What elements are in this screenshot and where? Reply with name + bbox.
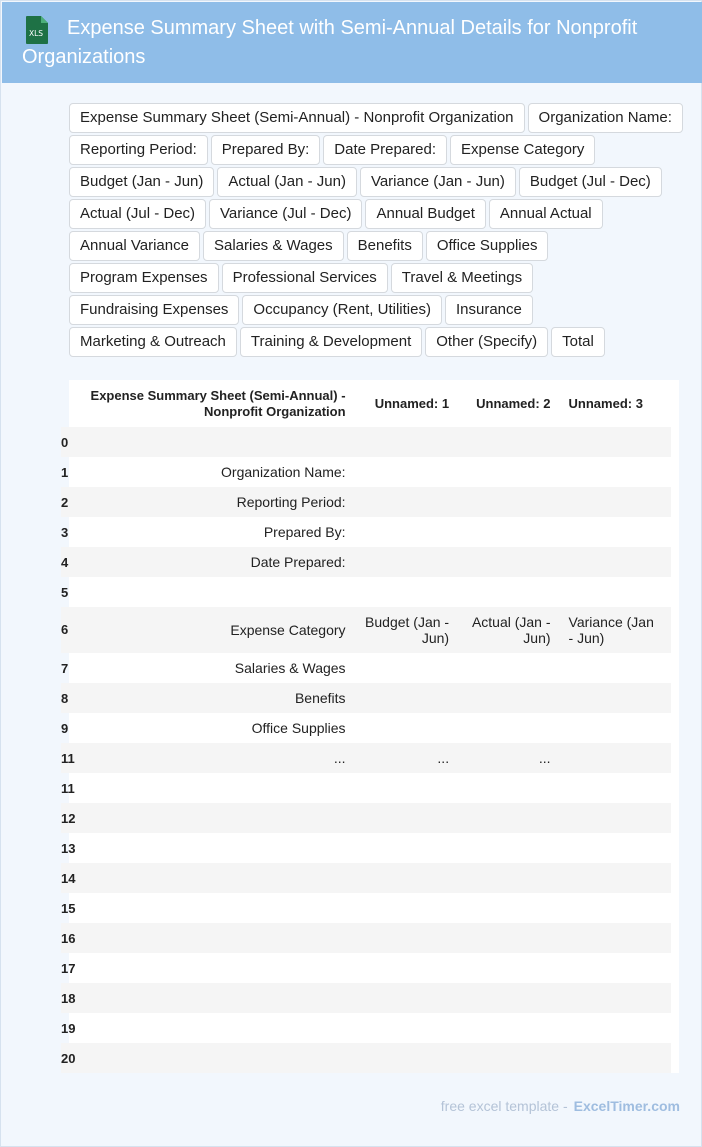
table-cell	[461, 983, 562, 1013]
keyword-tag[interactable]: Total	[551, 327, 605, 357]
table-row	[61, 577, 671, 607]
keyword-tag[interactable]: Office Supplies	[426, 231, 549, 261]
row-index: 20	[61, 1043, 79, 1073]
column-header: Unnamed: 1	[374, 395, 450, 411]
table-cell: Organization Name:	[221, 464, 346, 480]
table-row	[61, 713, 671, 743]
column-header: Unnamed: 2	[476, 395, 551, 411]
keyword-tag[interactable]: Variance (Jul - Dec)	[209, 199, 362, 229]
table-cell	[358, 833, 462, 863]
keyword-tag[interactable]: Annual Variance	[69, 231, 200, 261]
table-cell: Office Supplies	[251, 720, 346, 736]
table-row	[61, 953, 671, 983]
sheet-table	[61, 380, 671, 1073]
table-cell	[358, 427, 462, 457]
table-cell	[563, 547, 671, 577]
keyword-tag[interactable]: Marketing & Outreach	[69, 327, 237, 357]
table-row	[61, 547, 671, 577]
table-row	[61, 833, 671, 863]
column-header	[61, 380, 79, 427]
table-cell: ...	[461, 743, 562, 773]
table-cell	[461, 833, 562, 863]
table-cell	[358, 653, 462, 683]
table-cell: Date Prepared:	[79, 547, 358, 577]
keyword-tag[interactable]: Travel & Meetings	[391, 263, 533, 293]
row-index: 1	[61, 464, 69, 480]
table-cell: Variance (Jan - Jun)	[563, 607, 671, 653]
keyword-tag[interactable]: Actual (Jul - Dec)	[69, 199, 206, 229]
row-index: 15	[61, 900, 76, 916]
table-row	[61, 863, 671, 893]
table-cell	[79, 577, 358, 607]
table-cell: Budget (Jan - Jun)	[358, 607, 462, 653]
column-header: Expense Summary Sheet (Semi-Annual) - Nonprofit Organization	[90, 387, 346, 419]
table-row	[61, 1043, 671, 1073]
keyword-tag[interactable]: Fundraising Expenses	[69, 295, 239, 325]
table-cell	[358, 577, 462, 607]
table-row	[61, 893, 671, 923]
table-cell	[563, 953, 671, 983]
keyword-tag[interactable]: Occupancy (Rent, Utilities)	[242, 295, 442, 325]
table-cell	[461, 577, 562, 607]
table-cell	[563, 863, 671, 893]
table-cell: Expense Category	[79, 607, 358, 653]
keyword-tag[interactable]: Actual (Jan - Jun)	[217, 167, 357, 197]
sheet-preview[interactable]	[61, 380, 679, 1073]
table-cell	[461, 1013, 562, 1043]
table-cell	[563, 773, 671, 803]
row-index: 4	[61, 547, 79, 577]
row-index: 13	[61, 840, 76, 856]
table-cell	[563, 983, 671, 1013]
row-index: 17	[61, 960, 76, 976]
table-cell	[79, 1043, 358, 1073]
table-cell	[563, 577, 671, 607]
table-cell	[461, 427, 562, 457]
table-cell	[563, 743, 671, 773]
row-index: 5	[61, 584, 69, 600]
table-cell	[79, 923, 358, 953]
table-cell: ...	[358, 743, 462, 773]
row-index: 14	[61, 863, 79, 893]
table-cell	[563, 713, 671, 743]
table-row	[61, 457, 671, 487]
table-cell	[461, 953, 562, 983]
table-cell	[79, 833, 358, 863]
keyword-tag[interactable]: Reporting Period:	[69, 135, 208, 165]
table-row	[61, 803, 671, 833]
row-index: 2	[61, 487, 79, 517]
table-cell	[358, 457, 462, 487]
table-row	[61, 487, 671, 517]
table-cell	[563, 833, 671, 863]
table-cell	[358, 713, 462, 743]
table-cell	[461, 923, 562, 953]
table-cell	[358, 547, 462, 577]
keyword-tag[interactable]: Budget (Jan - Jun)	[69, 167, 214, 197]
table-cell	[358, 953, 462, 983]
keyword-tag[interactable]: Annual Actual	[489, 199, 603, 229]
row-index: 19	[61, 1020, 76, 1036]
table-cell	[358, 923, 462, 953]
keyword-tag[interactable]: Professional Services	[222, 263, 388, 293]
table-cell	[461, 773, 562, 803]
table-row	[61, 743, 671, 773]
keyword-tag[interactable]: Training & Development	[240, 327, 422, 357]
row-index: 16	[61, 923, 79, 953]
table-cell	[563, 683, 671, 713]
table-cell: ...	[79, 743, 358, 773]
table-row	[61, 983, 671, 1013]
table-cell	[79, 893, 358, 923]
table-row	[61, 923, 671, 953]
table-cell	[563, 517, 671, 547]
table-cell	[563, 803, 671, 833]
row-index: 3	[61, 524, 69, 540]
table-cell	[461, 863, 562, 893]
table-cell	[461, 457, 562, 487]
footer-prefix: free excel template -	[440, 1098, 568, 1114]
table-cell	[358, 893, 462, 923]
table-cell	[79, 863, 358, 893]
keyword-tag[interactable]: Expense Category	[450, 135, 595, 165]
table-cell	[79, 1013, 358, 1043]
table-row	[61, 683, 671, 713]
keyword-tag[interactable]: Organization Name:	[528, 103, 683, 133]
table-cell	[79, 427, 358, 457]
table-cell	[358, 487, 462, 517]
table-cell: Prepared By:	[263, 524, 346, 540]
table-cell	[79, 983, 358, 1013]
table-row	[61, 773, 671, 803]
table-cell	[461, 547, 562, 577]
keyword-tag[interactable]: Benefits	[347, 231, 423, 261]
row-index: 8	[61, 683, 79, 713]
row-index: 9	[61, 720, 69, 736]
table-cell	[461, 1043, 562, 1073]
table-cell	[358, 1043, 462, 1073]
table-cell	[461, 517, 562, 547]
table-cell	[358, 803, 462, 833]
keyword-tag[interactable]: Prepared By:	[211, 135, 321, 165]
table-cell	[563, 893, 671, 923]
table-row	[61, 427, 671, 457]
row-index: 6	[61, 607, 79, 653]
table-cell	[358, 517, 462, 547]
keyword-tag[interactable]: Expense Summary Sheet (Semi-Annual) - Nonprofit Organization	[69, 103, 525, 133]
table-header-row	[61, 380, 671, 427]
keyword-tag[interactable]: Variance (Jan - Jun)	[360, 167, 516, 197]
table-cell: Salaries & Wages	[234, 660, 346, 676]
table-row	[61, 653, 671, 683]
table-cell	[461, 803, 562, 833]
keyword-tag[interactable]: Salaries & Wages	[203, 231, 344, 261]
keyword-tag[interactable]: Budget (Jul - Dec)	[519, 167, 662, 197]
keyword-tag[interactable]: Other (Specify)	[425, 327, 548, 357]
keyword-tag[interactable]: Date Prepared:	[323, 135, 447, 165]
table-cell	[563, 487, 671, 517]
table-cell	[461, 653, 562, 683]
row-index: 11	[61, 743, 79, 773]
table-cell	[563, 923, 671, 953]
table-cell: Actual (Jan - Jun)	[461, 607, 562, 653]
table-cell	[563, 457, 671, 487]
table-cell	[358, 1013, 462, 1043]
footer-credit	[441, 1098, 680, 1114]
keyword-tag[interactable]: Program Expenses	[69, 263, 219, 293]
row-index: 18	[61, 983, 79, 1013]
table-row	[61, 1013, 671, 1043]
table-cell	[461, 713, 562, 743]
table-cell: Reporting Period:	[79, 487, 358, 517]
row-index: 7	[61, 660, 69, 676]
table-cell	[563, 1013, 671, 1043]
table-cell	[79, 953, 358, 983]
keyword-tag-list	[69, 103, 699, 359]
table-cell	[358, 863, 462, 893]
excel-icon-label: XLS	[28, 29, 44, 38]
row-index: 12	[61, 803, 79, 833]
column-header: Unnamed: 3	[568, 395, 643, 411]
table-cell	[358, 983, 462, 1013]
table-cell	[563, 1043, 671, 1073]
table-cell	[461, 893, 562, 923]
keyword-tag[interactable]: Insurance	[445, 295, 533, 325]
table-cell	[563, 427, 671, 457]
keyword-tag[interactable]: Annual Budget	[365, 199, 485, 229]
page-title: Expense Summary Sheet with Semi-Annual Details for Nonprofit Organizations	[22, 17, 638, 68]
table-cell	[461, 683, 562, 713]
table-row	[61, 517, 671, 547]
table-cell	[563, 653, 671, 683]
table-cell	[358, 773, 462, 803]
row-index: 11	[61, 780, 75, 796]
table-cell: Benefits	[79, 683, 358, 713]
table-cell	[79, 803, 358, 833]
table-row	[61, 607, 671, 653]
table-cell	[79, 773, 358, 803]
footer-brand-link[interactable]: ExcelTimer.com	[573, 1098, 680, 1114]
table-cell	[461, 487, 562, 517]
row-index: 0	[61, 427, 79, 457]
table-cell	[358, 683, 462, 713]
